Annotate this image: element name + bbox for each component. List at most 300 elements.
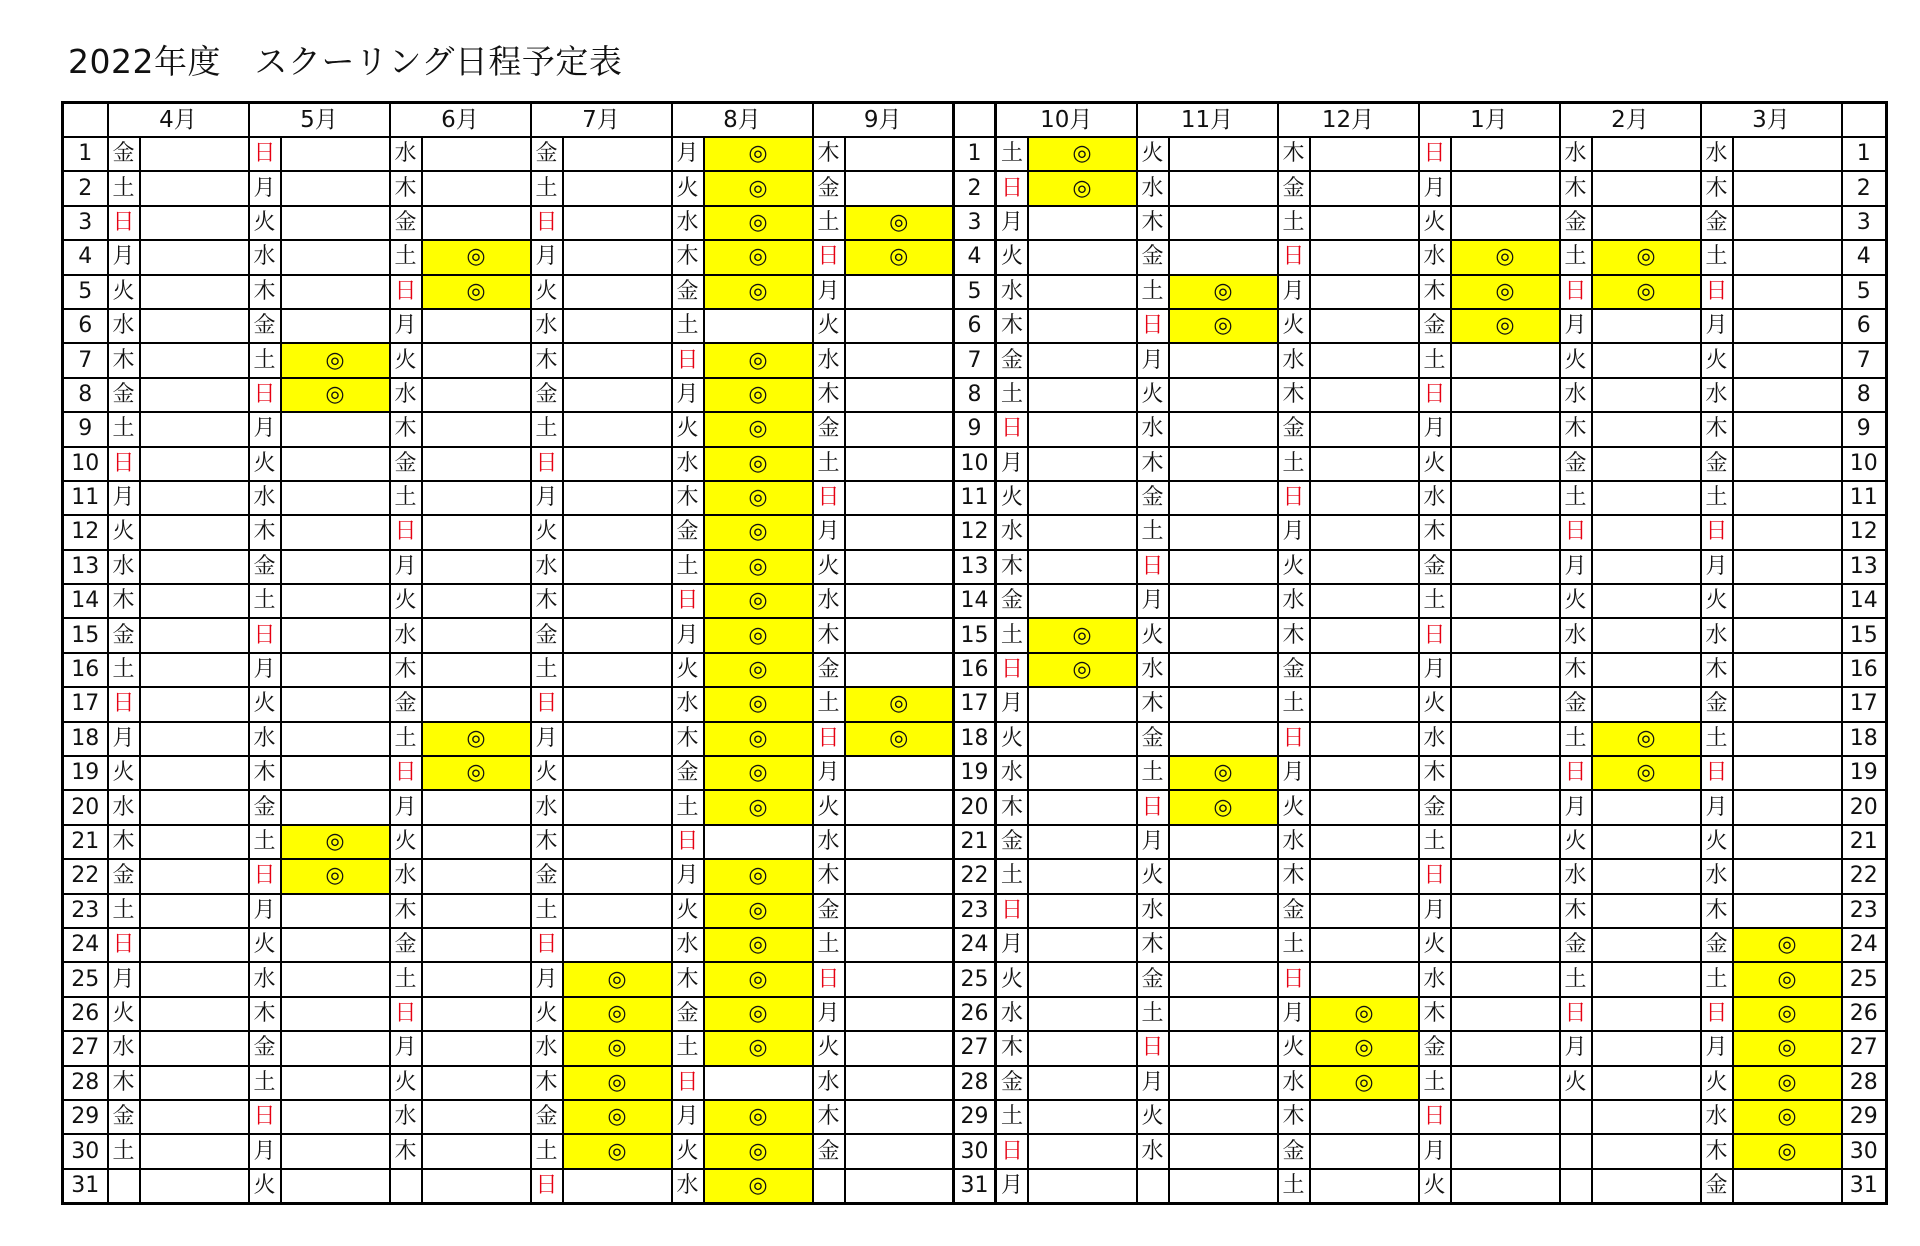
weekday-cell: 土 xyxy=(813,447,845,481)
weekday-cell: 水 xyxy=(531,309,563,343)
day-number: 21 xyxy=(954,825,996,859)
empty-cell xyxy=(1169,687,1278,721)
empty-cell xyxy=(1169,825,1278,859)
weekday-cell: 火 xyxy=(531,756,563,790)
empty-cell xyxy=(845,550,954,584)
weekday-cell: 金 xyxy=(813,894,845,928)
empty-cell xyxy=(1733,481,1842,515)
weekday-cell: 水 xyxy=(1419,962,1451,996)
empty-cell xyxy=(140,343,249,377)
weekday-cell xyxy=(1560,1100,1592,1134)
empty-cell xyxy=(140,756,249,790)
day-row xyxy=(63,171,1887,205)
weekday-cell: 金 xyxy=(1278,1134,1310,1168)
day-number: 7 xyxy=(1842,343,1887,377)
schooling-day-cell: ◎ xyxy=(704,756,813,790)
weekday-cell: 日 xyxy=(1278,240,1310,274)
weekday-cell: 金 xyxy=(1278,894,1310,928)
weekday-cell: 火 xyxy=(813,790,845,824)
empty-cell xyxy=(1310,1134,1419,1168)
empty-cell xyxy=(845,1066,954,1100)
empty-cell xyxy=(1592,137,1701,171)
empty-cell xyxy=(422,859,531,893)
weekday-cell xyxy=(1560,1134,1592,1168)
weekday-cell: 土 xyxy=(1137,997,1169,1031)
weekday-cell: 木 xyxy=(1137,447,1169,481)
day-number: 6 xyxy=(63,309,108,343)
weekday-cell: 水 xyxy=(1278,825,1310,859)
weekday-cell: 土 xyxy=(672,790,704,824)
weekday-cell: 土 xyxy=(531,653,563,687)
schooling-day-cell: ◎ xyxy=(704,962,813,996)
schooling-day-cell: ◎ xyxy=(1451,240,1560,274)
empty-cell xyxy=(140,790,249,824)
empty-cell xyxy=(1169,550,1278,584)
weekday-cell: 月 xyxy=(813,515,845,549)
day-row xyxy=(63,550,1887,584)
day-number: 6 xyxy=(954,309,996,343)
weekday-cell: 水 xyxy=(531,1031,563,1065)
weekday-cell: 月 xyxy=(813,275,845,309)
weekday-cell: 木 xyxy=(996,790,1028,824)
schooling-day-cell: ◎ xyxy=(704,653,813,687)
weekday-cell: 土 xyxy=(1560,240,1592,274)
weekday-cell: 土 xyxy=(1701,240,1733,274)
empty-cell xyxy=(281,687,390,721)
empty-cell xyxy=(1451,137,1560,171)
empty-cell xyxy=(845,618,954,652)
header-corner-left xyxy=(63,103,108,138)
day-number: 29 xyxy=(954,1100,996,1134)
day-number: 3 xyxy=(954,206,996,240)
day-number: 23 xyxy=(63,894,108,928)
empty-cell xyxy=(1169,481,1278,515)
empty-cell xyxy=(1028,240,1137,274)
weekday-cell: 火 xyxy=(1137,618,1169,652)
empty-cell xyxy=(1451,687,1560,721)
empty-cell xyxy=(281,1066,390,1100)
day-number: 18 xyxy=(63,722,108,756)
day-row xyxy=(63,447,1887,481)
weekday-cell: 土 xyxy=(996,137,1028,171)
weekday-cell: 火 xyxy=(813,309,845,343)
empty-cell xyxy=(1310,275,1419,309)
empty-cell xyxy=(1310,962,1419,996)
empty-cell xyxy=(140,412,249,446)
month-header: 5月 xyxy=(249,103,390,138)
empty-cell xyxy=(1169,206,1278,240)
weekday-cell: 水 xyxy=(531,790,563,824)
day-row xyxy=(63,137,1887,171)
day-row xyxy=(63,206,1887,240)
day-number: 29 xyxy=(1842,1100,1887,1134)
weekday-cell: 木 xyxy=(249,997,281,1031)
weekday-cell: 金 xyxy=(390,206,422,240)
weekday-cell: 土 xyxy=(531,171,563,205)
weekday-cell: 火 xyxy=(1419,928,1451,962)
schooling-day-cell: ◎ xyxy=(281,825,390,859)
empty-cell xyxy=(845,584,954,618)
day-number: 1 xyxy=(954,137,996,171)
empty-cell xyxy=(422,412,531,446)
weekday-cell: 金 xyxy=(1560,687,1592,721)
weekday-cell: 月 xyxy=(531,240,563,274)
weekday-cell: 木 xyxy=(531,825,563,859)
day-row xyxy=(63,412,1887,446)
day-number: 26 xyxy=(1842,997,1887,1031)
empty-cell xyxy=(1451,1134,1560,1168)
empty-cell xyxy=(845,343,954,377)
weekday-cell: 木 xyxy=(1419,756,1451,790)
empty-cell xyxy=(1451,859,1560,893)
empty-cell xyxy=(563,1169,672,1204)
weekday-cell: 月 xyxy=(996,206,1028,240)
empty-cell xyxy=(1169,240,1278,274)
empty-cell xyxy=(140,962,249,996)
weekday-cell: 水 xyxy=(1278,1066,1310,1100)
empty-cell xyxy=(1028,825,1137,859)
day-row xyxy=(63,343,1887,377)
empty-cell xyxy=(1169,618,1278,652)
weekday-cell: 土 xyxy=(390,240,422,274)
empty-cell xyxy=(1310,343,1419,377)
empty-cell xyxy=(1592,481,1701,515)
weekday-cell: 木 xyxy=(249,515,281,549)
empty-cell xyxy=(140,618,249,652)
empty-cell xyxy=(422,618,531,652)
weekday-cell: 水 xyxy=(1419,240,1451,274)
weekday-cell: 火 xyxy=(1278,309,1310,343)
month-header-row xyxy=(63,103,1887,138)
weekday-cell: 木 xyxy=(1560,412,1592,446)
weekday-cell: 月 xyxy=(1278,997,1310,1031)
weekday-cell: 水 xyxy=(996,515,1028,549)
empty-cell xyxy=(1733,618,1842,652)
weekday-cell: 土 xyxy=(1278,928,1310,962)
weekday-cell: 水 xyxy=(813,343,845,377)
header-corner-right xyxy=(1842,103,1887,138)
empty-cell xyxy=(1733,550,1842,584)
day-number: 20 xyxy=(1842,790,1887,824)
empty-cell xyxy=(1592,687,1701,721)
empty-cell xyxy=(1028,481,1137,515)
weekday-cell: 水 xyxy=(1560,859,1592,893)
empty-cell xyxy=(1592,790,1701,824)
schooling-day-cell: ◎ xyxy=(1310,1066,1419,1100)
schooling-day-cell: ◎ xyxy=(704,997,813,1031)
empty-cell xyxy=(1310,137,1419,171)
empty-cell xyxy=(140,137,249,171)
day-number: 11 xyxy=(1842,481,1887,515)
empty-cell xyxy=(563,515,672,549)
weekday-cell: 金 xyxy=(531,1100,563,1134)
weekday-cell: 月 xyxy=(1701,550,1733,584)
empty-cell xyxy=(845,653,954,687)
empty-cell xyxy=(281,1031,390,1065)
weekday-cell: 日 xyxy=(813,962,845,996)
empty-cell xyxy=(704,825,813,859)
empty-cell xyxy=(1310,447,1419,481)
schooling-day-cell: ◎ xyxy=(1451,309,1560,343)
empty-cell xyxy=(422,962,531,996)
weekday-cell: 火 xyxy=(1701,1066,1733,1100)
empty-cell xyxy=(1592,653,1701,687)
weekday-cell: 日 xyxy=(1701,275,1733,309)
day-number: 5 xyxy=(63,275,108,309)
schooling-day-cell: ◎ xyxy=(845,687,954,721)
day-number: 3 xyxy=(1842,206,1887,240)
empty-cell xyxy=(845,928,954,962)
empty-cell xyxy=(563,481,672,515)
weekday-cell: 日 xyxy=(390,756,422,790)
day-number: 28 xyxy=(954,1066,996,1100)
weekday-cell: 金 xyxy=(672,756,704,790)
weekday-cell: 土 xyxy=(1701,962,1733,996)
weekday-cell: 日 xyxy=(1560,275,1592,309)
day-number: 15 xyxy=(63,618,108,652)
empty-cell xyxy=(1028,997,1137,1031)
weekday-cell: 木 xyxy=(813,378,845,412)
empty-cell xyxy=(422,481,531,515)
day-number: 24 xyxy=(1842,928,1887,962)
empty-cell xyxy=(422,206,531,240)
day-number: 26 xyxy=(954,997,996,1031)
empty-cell xyxy=(140,1134,249,1168)
empty-cell xyxy=(563,790,672,824)
empty-cell xyxy=(1028,756,1137,790)
empty-cell xyxy=(140,515,249,549)
weekday-cell: 月 xyxy=(996,447,1028,481)
weekday-cell: 金 xyxy=(1278,653,1310,687)
schooling-day-cell: ◎ xyxy=(704,894,813,928)
weekday-cell: 日 xyxy=(249,618,281,652)
empty-cell xyxy=(1169,584,1278,618)
weekday-cell: 水 xyxy=(1419,481,1451,515)
empty-cell xyxy=(1592,206,1701,240)
weekday-cell: 土 xyxy=(1419,584,1451,618)
weekday-cell: 日 xyxy=(390,997,422,1031)
empty-cell xyxy=(563,309,672,343)
empty-cell xyxy=(1310,687,1419,721)
empty-cell xyxy=(1592,894,1701,928)
empty-cell xyxy=(422,1066,531,1100)
empty-cell xyxy=(281,275,390,309)
empty-cell xyxy=(1169,1031,1278,1065)
empty-cell xyxy=(1451,618,1560,652)
empty-cell xyxy=(1310,928,1419,962)
schooling-day-cell: ◎ xyxy=(704,137,813,171)
schooling-day-cell: ◎ xyxy=(1733,1134,1842,1168)
empty-cell xyxy=(1733,1169,1842,1204)
weekday-cell: 金 xyxy=(1419,550,1451,584)
weekday-cell: 金 xyxy=(672,515,704,549)
weekday-cell: 土 xyxy=(1419,825,1451,859)
weekday-cell: 火 xyxy=(1560,584,1592,618)
empty-cell xyxy=(281,137,390,171)
weekday-cell: 水 xyxy=(390,618,422,652)
month-header: 12月 xyxy=(1278,103,1419,138)
weekday-cell: 金 xyxy=(1419,1031,1451,1065)
schedule-table xyxy=(61,101,1888,1205)
weekday-cell: 木 xyxy=(1701,171,1733,205)
weekday-cell: 月 xyxy=(996,1169,1028,1204)
day-number: 31 xyxy=(1842,1169,1887,1204)
day-row xyxy=(63,378,1887,412)
weekday-cell: 月 xyxy=(672,618,704,652)
day-number: 10 xyxy=(63,447,108,481)
weekday-cell: 火 xyxy=(672,171,704,205)
empty-cell xyxy=(281,1169,390,1204)
day-number: 24 xyxy=(63,928,108,962)
empty-cell xyxy=(1592,309,1701,343)
weekday-cell: 日 xyxy=(996,412,1028,446)
weekday-cell: 土 xyxy=(1419,1066,1451,1100)
day-row xyxy=(63,1031,1887,1065)
weekday-cell: 木 xyxy=(672,722,704,756)
weekday-cell: 水 xyxy=(390,378,422,412)
empty-cell xyxy=(422,997,531,1031)
empty-cell xyxy=(1451,481,1560,515)
empty-cell xyxy=(845,825,954,859)
empty-cell xyxy=(845,515,954,549)
day-row xyxy=(63,790,1887,824)
month-header: 6月 xyxy=(390,103,531,138)
day-number: 21 xyxy=(1842,825,1887,859)
empty-cell xyxy=(140,1100,249,1134)
empty-cell xyxy=(1310,756,1419,790)
weekday-cell: 火 xyxy=(108,997,140,1031)
weekday-cell: 水 xyxy=(390,137,422,171)
empty-cell xyxy=(422,1134,531,1168)
empty-cell xyxy=(281,309,390,343)
weekday-cell: 土 xyxy=(1560,962,1592,996)
weekday-cell: 火 xyxy=(1701,343,1733,377)
day-number: 8 xyxy=(1842,378,1887,412)
empty-cell xyxy=(1310,550,1419,584)
day-number: 16 xyxy=(954,653,996,687)
weekday-cell: 土 xyxy=(1278,206,1310,240)
weekday-cell: 火 xyxy=(108,275,140,309)
empty-cell xyxy=(1733,825,1842,859)
empty-cell xyxy=(422,790,531,824)
weekday-cell: 火 xyxy=(672,1134,704,1168)
weekday-cell: 土 xyxy=(1278,1169,1310,1204)
schooling-day-cell: ◎ xyxy=(1028,171,1137,205)
weekday-cell: 火 xyxy=(1137,859,1169,893)
weekday-cell: 日 xyxy=(1278,722,1310,756)
day-number: 1 xyxy=(1842,137,1887,171)
day-number: 29 xyxy=(63,1100,108,1134)
empty-cell xyxy=(140,206,249,240)
day-row xyxy=(63,894,1887,928)
weekday-cell: 金 xyxy=(1419,790,1451,824)
weekday-cell: 土 xyxy=(1560,722,1592,756)
day-number: 23 xyxy=(954,894,996,928)
empty-cell xyxy=(1028,1169,1137,1204)
schooling-day-cell: ◎ xyxy=(704,618,813,652)
empty-cell xyxy=(140,481,249,515)
weekday-cell: 水 xyxy=(996,756,1028,790)
day-number: 2 xyxy=(954,171,996,205)
empty-cell xyxy=(140,240,249,274)
weekday-cell: 月 xyxy=(1560,790,1592,824)
empty-cell xyxy=(1310,171,1419,205)
weekday-cell: 金 xyxy=(249,550,281,584)
weekday-cell: 金 xyxy=(1278,171,1310,205)
empty-cell xyxy=(422,894,531,928)
weekday-cell: 月 xyxy=(108,722,140,756)
weekday-cell: 土 xyxy=(108,1134,140,1168)
weekday-cell: 金 xyxy=(390,687,422,721)
empty-cell xyxy=(563,447,672,481)
weekday-cell: 土 xyxy=(1560,481,1592,515)
weekday-cell: 火 xyxy=(249,928,281,962)
weekday-cell: 木 xyxy=(672,962,704,996)
empty-cell xyxy=(1169,1100,1278,1134)
month-header: 3月 xyxy=(1701,103,1842,138)
weekday-cell: 月 xyxy=(996,928,1028,962)
schooling-day-cell: ◎ xyxy=(704,206,813,240)
empty-cell xyxy=(281,928,390,962)
empty-cell xyxy=(140,653,249,687)
empty-cell xyxy=(1169,928,1278,962)
day-number: 16 xyxy=(63,653,108,687)
weekday-cell: 水 xyxy=(1137,412,1169,446)
schooling-day-cell: ◎ xyxy=(704,515,813,549)
weekday-cell: 月 xyxy=(1278,275,1310,309)
day-number: 22 xyxy=(63,859,108,893)
weekday-cell: 月 xyxy=(672,378,704,412)
weekday-cell: 月 xyxy=(108,240,140,274)
weekday-cell: 月 xyxy=(1137,1066,1169,1100)
empty-cell xyxy=(1028,343,1137,377)
weekday-cell: 木 xyxy=(531,343,563,377)
weekday-cell: 水 xyxy=(1560,137,1592,171)
schooling-day-cell: ◎ xyxy=(563,962,672,996)
weekday-cell: 日 xyxy=(1278,962,1310,996)
schooling-day-cell: ◎ xyxy=(704,550,813,584)
day-row xyxy=(63,481,1887,515)
schooling-day-cell: ◎ xyxy=(1169,756,1278,790)
empty-cell xyxy=(422,447,531,481)
weekday-cell: 火 xyxy=(996,481,1028,515)
weekday-cell: 木 xyxy=(813,1100,845,1134)
empty-cell xyxy=(140,722,249,756)
schooling-day-cell: ◎ xyxy=(1592,275,1701,309)
weekday-cell: 水 xyxy=(1701,1100,1733,1134)
weekday-cell: 日 xyxy=(1137,309,1169,343)
weekday-cell: 木 xyxy=(1137,206,1169,240)
weekday-cell: 金 xyxy=(249,309,281,343)
empty-cell xyxy=(704,1066,813,1100)
schooling-day-cell: ◎ xyxy=(704,275,813,309)
weekday-cell: 木 xyxy=(1278,859,1310,893)
empty-cell xyxy=(140,1031,249,1065)
empty-cell xyxy=(563,653,672,687)
day-number: 7 xyxy=(63,343,108,377)
weekday-cell: 日 xyxy=(1701,756,1733,790)
month-header: 1月 xyxy=(1419,103,1560,138)
day-number: 28 xyxy=(1842,1066,1887,1100)
empty-cell xyxy=(1028,550,1137,584)
empty-cell xyxy=(422,378,531,412)
empty-cell xyxy=(1733,722,1842,756)
day-number: 13 xyxy=(63,550,108,584)
schooling-day-cell: ◎ xyxy=(704,687,813,721)
weekday-cell: 土 xyxy=(390,481,422,515)
empty-cell xyxy=(1028,412,1137,446)
weekday-cell: 月 xyxy=(1701,790,1733,824)
